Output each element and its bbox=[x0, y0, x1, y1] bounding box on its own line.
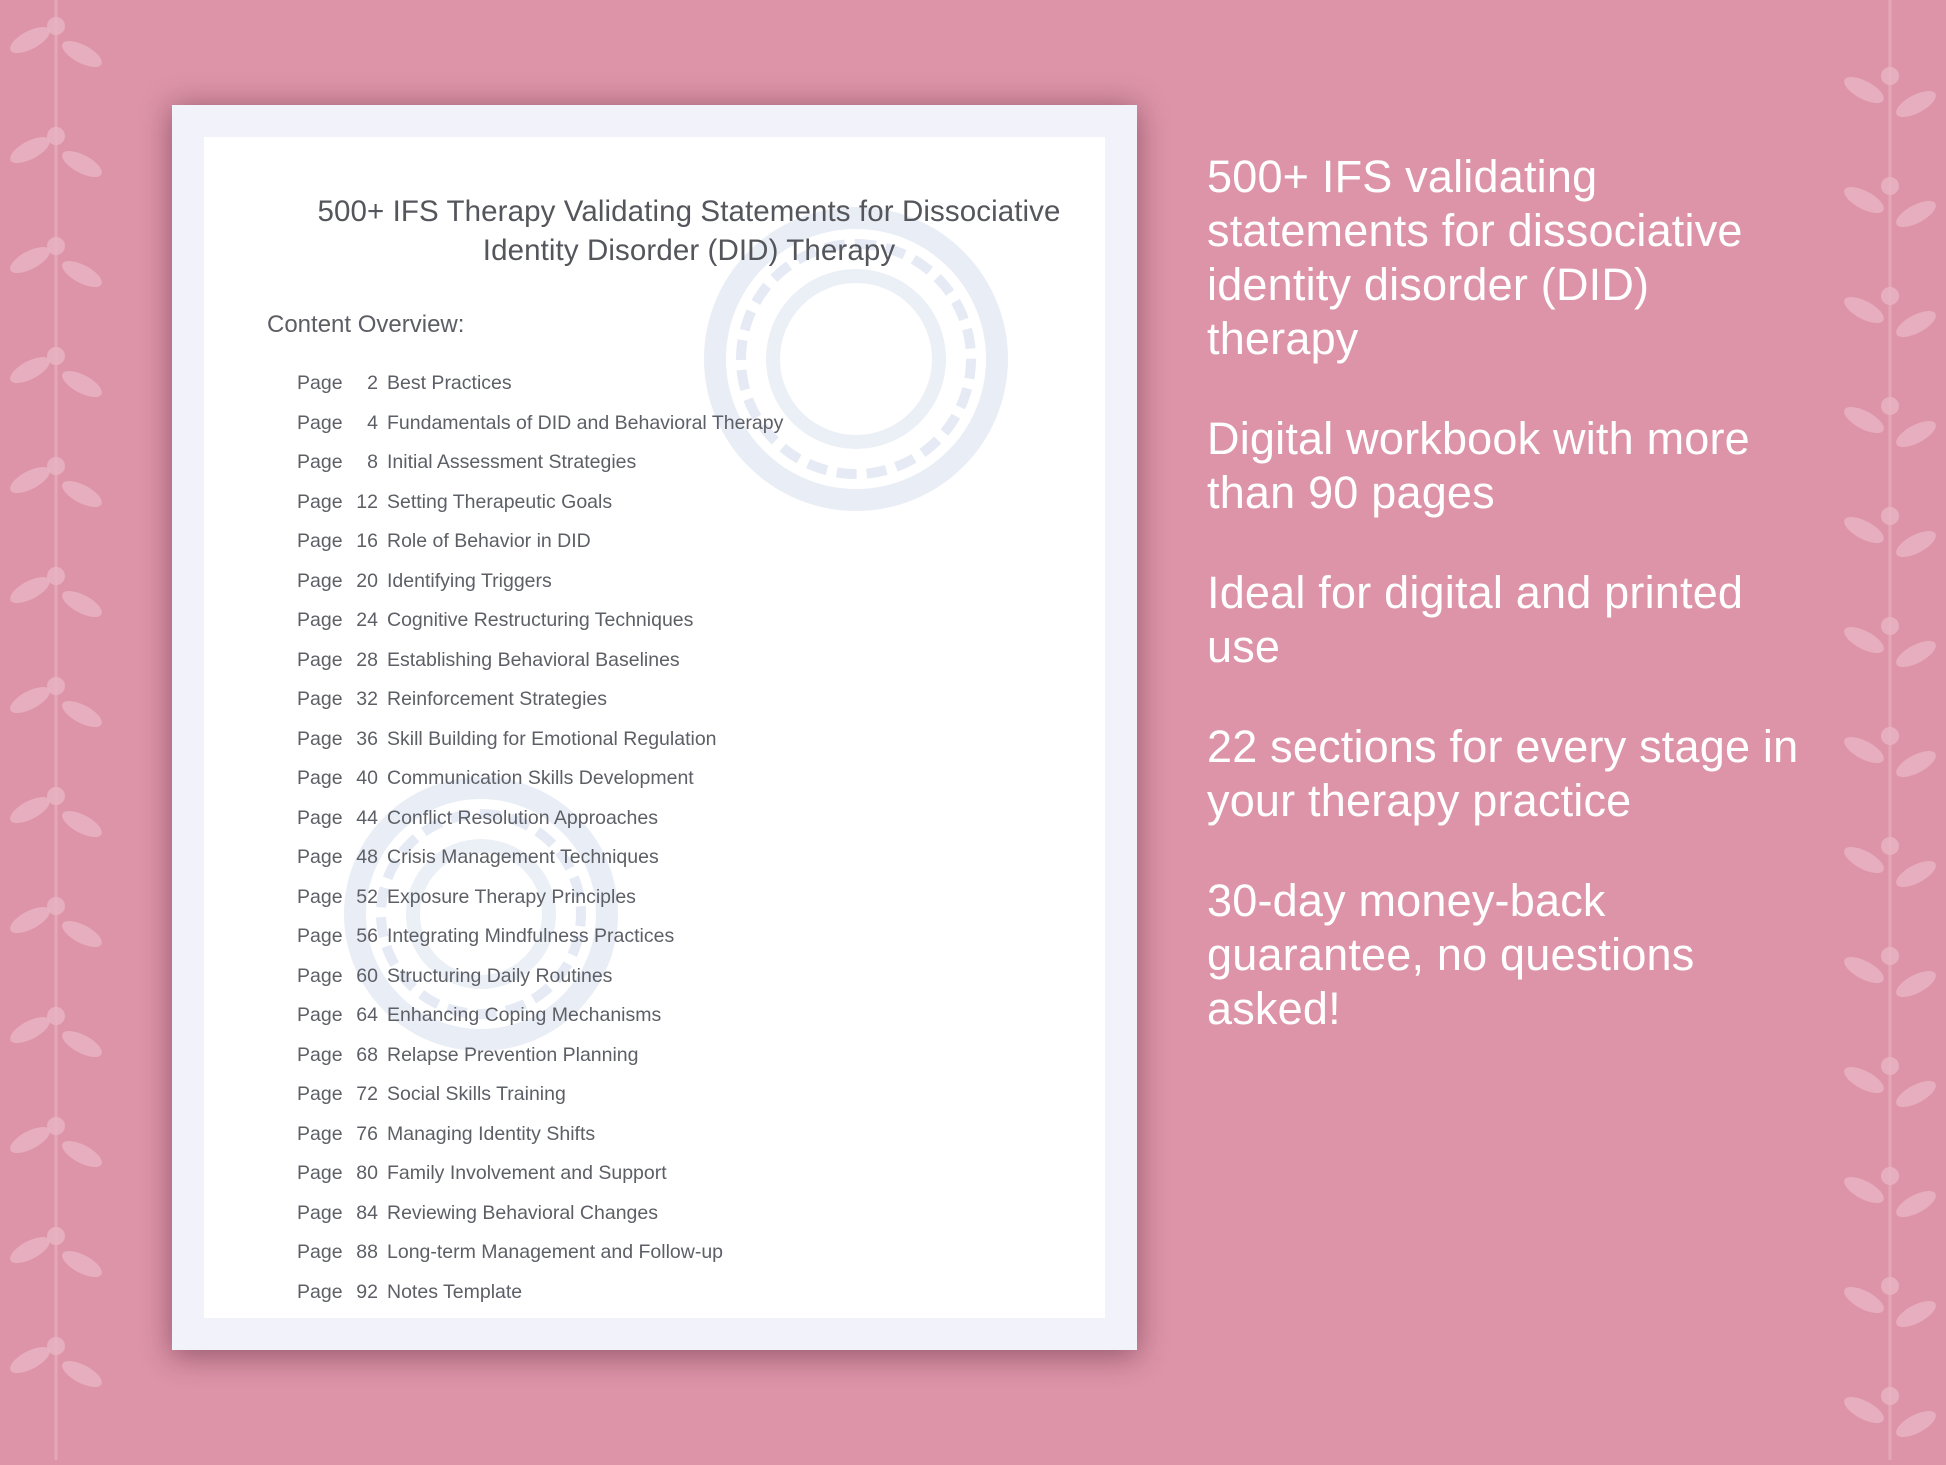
toc-section-label: Reinforcement Strategies bbox=[387, 688, 608, 710]
floral-border-right bbox=[1828, 0, 1946, 1460]
toc-row bbox=[297, 443, 1075, 483]
toc-page-number: Page 68 bbox=[297, 1036, 387, 1076]
toc-row bbox=[297, 404, 1075, 444]
toc-section-label: Integrating Mindfulness Practices bbox=[387, 925, 675, 947]
toc-row bbox=[297, 838, 1075, 878]
toc-row bbox=[297, 1115, 1075, 1155]
toc-row bbox=[297, 364, 1075, 404]
toc-page-num-value: 60 bbox=[356, 964, 378, 987]
toc-section-label: Role of Behavior in DID bbox=[387, 530, 591, 552]
toc-page-number: Page 92 bbox=[297, 1273, 387, 1313]
marketing-bullet-list bbox=[1207, 150, 1807, 1036]
marketing-bullet: 30-day money-back guarantee, no questions asked! bbox=[1207, 875, 1695, 1034]
toc-page-number: Page 32 bbox=[297, 680, 387, 720]
toc-row bbox=[297, 522, 1075, 562]
toc-page-number: Page 4 bbox=[297, 404, 387, 444]
toc-page-num-value: 88 bbox=[356, 1241, 378, 1263]
marketing-bullet: 500+ IFS validating statements for dissociative identity disorder (DID) therapy bbox=[1207, 151, 1743, 364]
toc-section-label: Cognitive Restructuring Techniques bbox=[387, 609, 694, 631]
toc-page-num-value: 72 bbox=[356, 1083, 378, 1105]
toc-row bbox=[297, 641, 1075, 681]
toc-section-label: Initial Assessment Strategies bbox=[387, 451, 637, 473]
toc-row bbox=[297, 917, 1075, 957]
toc-page-num-value: 44 bbox=[356, 806, 378, 829]
toc-page-number: Page 52 bbox=[297, 878, 387, 918]
toc-page-number: Page 88 bbox=[297, 1233, 387, 1273]
toc-page-number: Page 20 bbox=[297, 562, 387, 602]
toc-row bbox=[297, 759, 1075, 799]
toc-page-num-value: 84 bbox=[356, 1201, 378, 1224]
toc-section-label: Long-term Management and Follow-up bbox=[387, 1241, 724, 1263]
marketing-bullet: 22 sections for every stage in your therapy practice bbox=[1207, 721, 1799, 826]
page-title: 500+ IFS Therapy Validating Statements for Dissociative Identity Disorder (DID) Therapy bbox=[317, 195, 1061, 268]
toc-page-num-value: 64 bbox=[356, 1004, 378, 1026]
toc-section-label: Conflict Resolution Approaches bbox=[387, 806, 658, 829]
toc-row bbox=[297, 1194, 1075, 1234]
marketing-bullet: Ideal for digital and printed use bbox=[1207, 567, 1744, 672]
toc-row bbox=[297, 601, 1075, 641]
toc-page-num-value: 4 bbox=[367, 411, 378, 434]
toc-page-num-value: 16 bbox=[356, 530, 378, 552]
toc-page-number: Page 8 bbox=[297, 443, 387, 483]
toc-page-num-value: 28 bbox=[356, 648, 378, 671]
toc-page-num-value: 32 bbox=[356, 688, 378, 710]
toc-page-number: Page 12 bbox=[297, 483, 387, 523]
toc-section-label: Best Practices bbox=[387, 372, 512, 394]
toc-page-num-value: 12 bbox=[356, 490, 378, 513]
toc-page-num-value: 20 bbox=[356, 569, 378, 592]
toc-section-label: Managing Identity Shifts bbox=[387, 1122, 596, 1145]
toc-page-num-value: 52 bbox=[356, 885, 378, 908]
toc-row bbox=[297, 562, 1075, 602]
toc-page-number: Page 44 bbox=[297, 799, 387, 839]
document-page bbox=[204, 137, 1105, 1318]
toc-row bbox=[297, 799, 1075, 839]
toc-row bbox=[297, 1075, 1075, 1115]
toc-page-number: Page 24 bbox=[297, 601, 387, 641]
toc-section-label: Setting Therapeutic Goals bbox=[387, 490, 613, 513]
toc-section-label: Enhancing Coping Mechanisms bbox=[387, 1004, 662, 1026]
floral-vine-icon bbox=[0, 0, 118, 1460]
toc-page-num-value: 92 bbox=[356, 1280, 378, 1303]
toc-section-label: Identifying Triggers bbox=[387, 569, 552, 592]
toc-page-number: Page 36 bbox=[297, 720, 387, 760]
toc-page-number: Page 64 bbox=[297, 996, 387, 1036]
toc-row bbox=[297, 957, 1075, 997]
toc-row bbox=[297, 878, 1075, 918]
toc-page-number: Page 40 bbox=[297, 759, 387, 799]
toc-section-label: Establishing Behavioral Baselines bbox=[387, 648, 680, 671]
toc-page-number: Page 76 bbox=[297, 1115, 387, 1155]
toc-section-label: Social Skills Training bbox=[387, 1083, 566, 1105]
toc-row bbox=[297, 1273, 1075, 1313]
toc-row bbox=[297, 1036, 1075, 1076]
toc-section-label: Fundamentals of DID and Behavioral Therapy bbox=[387, 411, 784, 434]
marketing-bullet: Digital workbook with more than 90 pages bbox=[1207, 413, 1750, 518]
toc-row bbox=[297, 483, 1075, 523]
table-of-contents bbox=[297, 364, 1075, 1312]
toc-page-num-value: 8 bbox=[367, 451, 378, 473]
toc-row bbox=[297, 1154, 1075, 1194]
toc-row bbox=[297, 720, 1075, 760]
toc-page-num-value: 2 bbox=[367, 372, 378, 394]
toc-row bbox=[297, 996, 1075, 1036]
toc-section-label: Notes Template bbox=[387, 1280, 523, 1303]
toc-page-number: Page 72 bbox=[297, 1075, 387, 1115]
toc-page-num-value: 80 bbox=[356, 1162, 378, 1184]
toc-section-label: Relapse Prevention Planning bbox=[387, 1043, 639, 1066]
toc-section-label: Crisis Management Techniques bbox=[387, 846, 659, 868]
toc-page-number: Page 2 bbox=[297, 364, 387, 404]
toc-section-label: Exposure Therapy Principles bbox=[387, 885, 636, 908]
toc-page-number: Page 28 bbox=[297, 641, 387, 681]
toc-page-num-value: 56 bbox=[356, 925, 378, 947]
toc-page-number: Page 56 bbox=[297, 917, 387, 957]
toc-page-num-value: 48 bbox=[356, 846, 378, 868]
toc-page-num-value: 36 bbox=[356, 727, 378, 750]
toc-section-label: Skill Building for Emotional Regulation bbox=[387, 727, 717, 750]
toc-page-number: Page 84 bbox=[297, 1194, 387, 1234]
toc-page-num-value: 68 bbox=[356, 1043, 378, 1066]
toc-page-number: Page 16 bbox=[297, 522, 387, 562]
toc-page-num-value: 40 bbox=[356, 767, 378, 789]
toc-row bbox=[297, 680, 1075, 720]
toc-section-label: Family Involvement and Support bbox=[387, 1162, 667, 1184]
toc-page-num-value: 24 bbox=[356, 609, 378, 631]
toc-row bbox=[297, 1233, 1075, 1273]
toc-section-label: Reviewing Behavioral Changes bbox=[387, 1201, 658, 1224]
toc-page-number: Page 48 bbox=[297, 838, 387, 878]
content-overview-label: Content Overview: bbox=[267, 311, 465, 338]
toc-page-num-value: 76 bbox=[356, 1122, 378, 1145]
toc-page-number: Page 60 bbox=[297, 957, 387, 997]
toc-page-number: Page 80 bbox=[297, 1154, 387, 1194]
toc-section-label: Structuring Daily Routines bbox=[387, 964, 613, 987]
floral-vine-icon bbox=[1828, 0, 1946, 1460]
floral-border-left bbox=[0, 0, 118, 1460]
toc-section-label: Communication Skills Development bbox=[387, 767, 694, 789]
book-mockup bbox=[172, 105, 1137, 1350]
